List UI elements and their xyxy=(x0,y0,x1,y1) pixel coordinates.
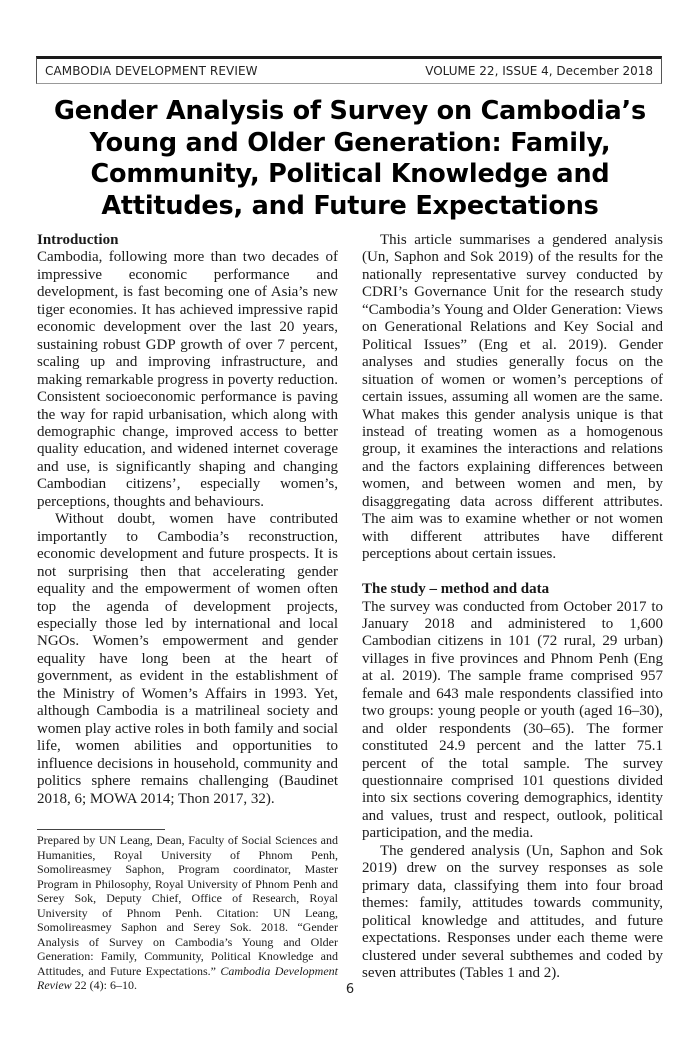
running-header xyxy=(36,56,662,84)
article-title: Gender Analysis of Survey on Cambodia’s Young and Older Generation: Family, Community, Political Knowledge and Attitudes, and Future Expectations xyxy=(54,96,646,221)
author-footnote xyxy=(37,833,338,993)
footnote-journal-title: Cambodia Development Review xyxy=(37,963,338,992)
paragraph-spacer xyxy=(362,564,663,581)
body-paragraph: Without doubt, women have contributed importantly to Cambodia’s reconstruction, economic development and future prospects. It is not surprising then that accelerating gender equality and the empowerment of women often top the agenda of development projects, especially those led by international and local NGOs. Women’s empowerment and gender equality have long been at the heart of government, as evident in the establishment of the Ministry of Women’s Affairs in 1993. Yet, although Cambodia is a matrilineal society and women play active roles in both family and social life, women abilities and opportunities to influence decisions in household, community and politics sphere remains challenging (Baudinet 2018, 6; MOWA 2014; Thon 2017, 32). xyxy=(37,511,338,807)
body-paragraph: This article summarises a gendered analysis (Un, Saphon and Sok 2019) of the results for the nationally representative survey conducted by CDRI’s Governance Unit for the research study “Cambodia’s Young and Older Generation: Views on Generational Relations and Key Social and Political Issues” (Eng et al. 2019). Gender analyses and studies generally focus on the situation of women or women’s perceptions of certain issues, assuming all women are the same. What makes this gender analysis unique is that instead of treating women as a homogenous group, it examines the interactions and relations and the factors explaining differences between women, and between women and men, by disaggregating data across different attributes. The aim was to examine whether or not women with different attributes have different perceptions about certain issues. xyxy=(362,232,663,563)
body-paragraph: The survey was conducted from October 2017 to January 2018 and administered to 1,600 Cambodian citizens in 101 (72 rural, 29 urban) villages in five provinces and Phnom Penh (Eng at al. 2019). The sample frame comprised 957 female and 643 male respondents classified into two groups: young people or youth (aged 16–30), and older respondents (30–65). The former constituted 24.9 percent and the latter 75.1 percent of the total sample. The survey questionnaire comprised 101 questions divided into six sections covering demographics, identity and values, trust and respect, outlook, political participation, and the media. xyxy=(362,598,663,842)
right-column xyxy=(362,232,663,982)
body-paragraph: Cambodia, following more than two decades of impressive economic performance and development, is fast becoming one of Asia’s new tiger economies. It has achieved impressive rapid economic development over the last 20 years, sustaining robust GDP growth of over 7 percent, scaling up and improving infrastructure, and making remarkable progress in poverty reduction. Consistent socioeconomic performance is paving the way for rapid urbanisation, which along with demographic change, improved access to better quality education, and widened internet coverage and use, is significantly shaping and changing Cambodian citizens’, especially women’s, perceptions, thoughts and behaviours. xyxy=(37,249,338,510)
footnote-divider xyxy=(37,829,165,830)
footnote-tail: 22 (4): 6–10. xyxy=(71,978,137,992)
footnote-text: Prepared by UN Leang, Dean, Faculty of Social Sciences and Humanities, Royal University of Phnom Penh, Somolireasmey Saphon, Program coordinator, Master Program in Philosophy, Royal University of Phnom Penh and Serey Sok, Deputy Chief, Office of Research, Royal University of Phnom Penh. Citation: UN Leang, Somolireasmey Saphon and Serey Sok. 2018. “Gender Analysis of Survey on Cambodia’s Young and Older Generation: Family, Community, Political Knowledge and Attitudes, and Future Expectations.” xyxy=(37,833,338,978)
section-heading-introduction: Introduction xyxy=(37,232,119,248)
journal-name: CAMBODIA DEVELOPMENT REVIEW xyxy=(45,64,258,78)
left-column xyxy=(37,232,338,808)
section-heading-method: The study – method and data xyxy=(362,581,550,598)
page-number: 6 xyxy=(345,982,355,997)
body-paragraph: The gendered analysis (Un, Saphon and Sok 2019) drew on the survey responses as sole primary data, classifying them into four broad themes: family, attitudes towards community, political knowledge and attitudes, and future expectations. Responses under each theme were clustered under several subthemes and coded by seven attributes (Tables 1 and 2). xyxy=(362,842,663,982)
issue-info: VOLUME 22, ISSUE 4, December 2018 xyxy=(425,64,653,78)
